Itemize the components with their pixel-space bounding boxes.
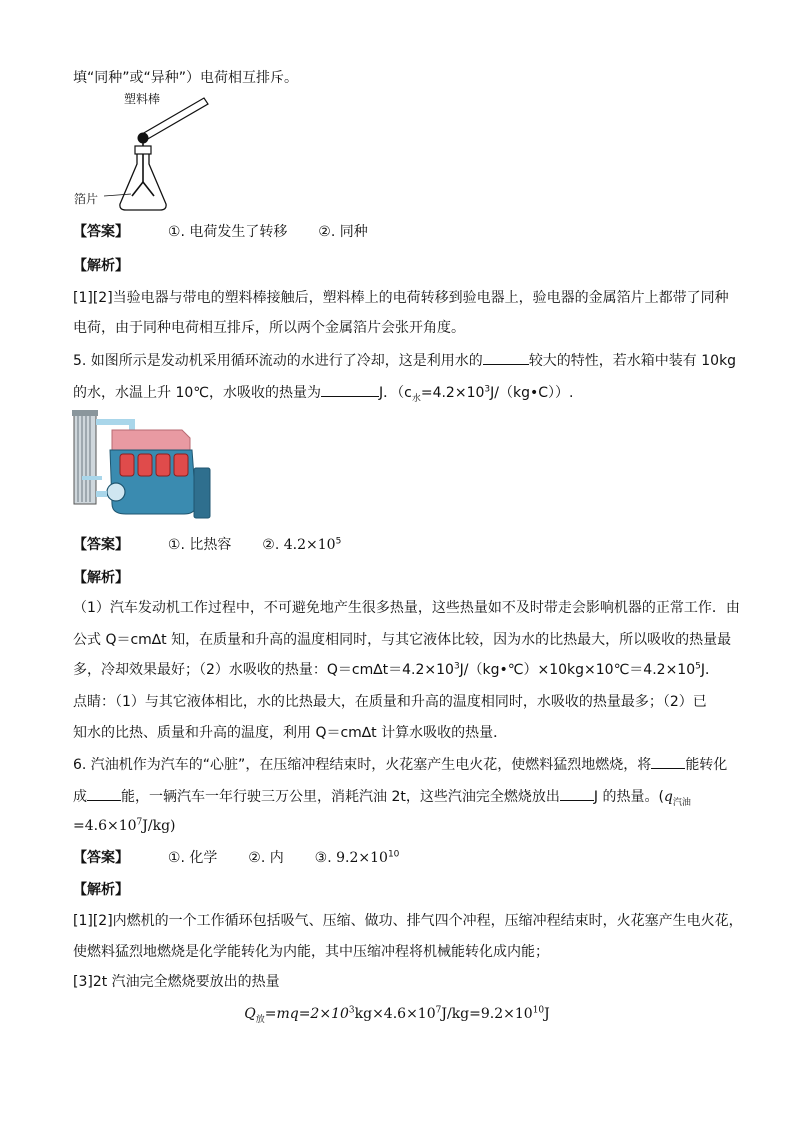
- analysis-tag: 【解析】: [73, 570, 129, 586]
- q6-question-line: 成 能，一辆汽车一年行驶三万公里，消耗汽油 2t，这些汽油完全燃烧放出 J 的热量。($q_{汽油}$: [73, 786, 691, 807]
- q5-analysis-line: （1）汽车发动机工作过程中，不可避免地产生很多热量，这些热量如不及时带走会影响机器的正常工作．由: [73, 600, 740, 616]
- q5-analysis-line: 知水的比热、质量和升高的温度，利用 Q＝cm∆t 计算水吸收的热量．: [73, 725, 508, 741]
- answer-num: ①.: [167, 537, 185, 553]
- answer-num: ①.: [167, 224, 185, 240]
- q6-question-line: 6. 汽油机作为汽车的“心脏”，在压缩冲程结束时，火花塞产生电火花，使燃料猛烈地燃烧，将 能转化: [73, 754, 727, 775]
- answer-blank: [87, 786, 121, 801]
- answer-tag: 【答案】: [73, 850, 129, 866]
- answer-blank: [483, 350, 529, 365]
- q6-answer-line: 【答案】 ①. 化学 ②. 内 ③. $9.2\times 10^{10}$: [73, 849, 400, 866]
- answer-value: 比热容: [189, 537, 232, 553]
- answer-value: 9.2×10: [336, 850, 388, 866]
- analysis-tag: 【解析】: [73, 882, 129, 898]
- q4-answer-line: [73, 222, 368, 242]
- q6-question-line: $=4.6\times 10^7J/kg$): [73, 817, 176, 834]
- answer-num: ③.: [314, 850, 332, 866]
- answer-num: ②.: [318, 224, 336, 240]
- rod-label: 塑料棒: [124, 92, 161, 106]
- analysis-tag: 【解析】: [73, 258, 129, 274]
- q6-analysis-line: [1][2]内燃机的一个工作循环包括吸气、压缩、做功、排气四个冲程，压缩冲程结束时，火花塞产生电火花，: [73, 913, 743, 929]
- engine-drawing: [72, 408, 212, 524]
- q4-analysis-line: [1][2]当验电器与带电的塑料棒接触后，塑料棒上的电荷转移到验电器上，验电器的金属箔片上都带了同种: [73, 290, 729, 306]
- foil-label: 箔片: [74, 192, 99, 206]
- q5-analysis-line: 多，冷却效果最好；（2）水吸收的热量：$Q=cm\Delta t=4.2\times 10^3J/(kg•℃)\times 10kg\times 10℃=4.2\times 10^5J$．: [73, 661, 719, 678]
- answer-blank: [560, 786, 594, 801]
- engine-figure: [72, 408, 212, 524]
- answer-blank: [321, 382, 379, 397]
- answer-num: ②.: [262, 537, 280, 553]
- answer-blank: [651, 754, 685, 769]
- answer-value: 4.2×10: [283, 537, 336, 553]
- answer-tag: 【答案】: [73, 224, 129, 240]
- answer-tag: 【答案】: [73, 537, 129, 553]
- q4-analysis-line: 电荷，由于同种电荷相互排斥，所以两个金属箔片会张开角度。: [73, 320, 465, 336]
- q6-analysis-line: 使燃料猛烈地燃烧是化学能转化为内能，其中压缩冲程将机械能转化成内能；: [73, 944, 549, 960]
- top-line: 填“同种”或“异种”）电荷相互排斥。: [73, 70, 299, 86]
- q5-analysis-line: 点睛：（1）与其它液体相比，水的比热最大，在质量和升高的温度相同时，水吸收的热量最多；（2）已: [73, 694, 707, 710]
- q5-question-line: 的水，水温上升 10℃，水吸收的热量为 J．$(c_水=4.2\times 10^3J/(kg•C))$.: [73, 382, 573, 403]
- q5-analysis-line: 公式 Q＝cm∆t 知，在质量和升高的温度相同时，与其它液体比较，因为水的比热最大，所以吸收的热量最: [73, 632, 732, 648]
- answer-value: 化学: [189, 850, 218, 866]
- electroscope-drawing: [70, 90, 220, 215]
- answer-value: 同种: [339, 224, 368, 240]
- answer-num: ①.: [167, 850, 185, 866]
- answer-value: 电荷发生了转移: [189, 224, 288, 240]
- electroscope-figure: [70, 90, 220, 215]
- q6-formula: $Q_放=mq=2\times 10^3kg\times 4.6\times 10^7J/kg=9.2\times 10^{10}J$: [244, 1005, 550, 1025]
- answer-value: 内: [269, 850, 284, 866]
- q5-answer-line: 【答案】 ①. 比热容 ②. $4.2\times 10^5$: [73, 536, 342, 553]
- answer-num: ②.: [248, 850, 266, 866]
- q5-question-line: 5. 如图所示是发动机采用循环流动的水进行了冷却，这是利用水的 较大的特性，若水箱中装有 10kg: [73, 350, 736, 371]
- q6-analysis-line: [3]2t 汽油完全燃烧要放出的热量: [73, 974, 280, 990]
